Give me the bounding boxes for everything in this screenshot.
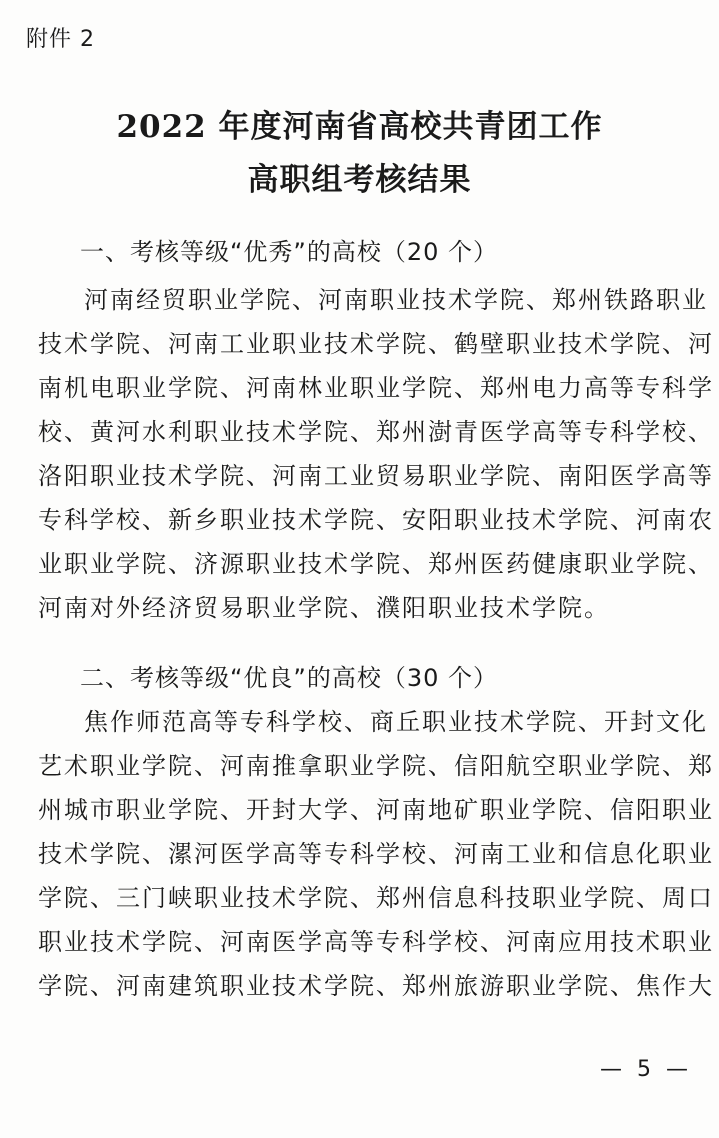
attachment-label: 附件 2 <box>26 27 95 52</box>
section-heading-good: 二、考核等级“优良”的高校（30 个） <box>80 664 499 692</box>
paragraph-line: 艺术职业学院、河南推拿职业学院、信阳航空职业学院、郑 <box>38 752 714 780</box>
paragraph-line: 洛阳职业技术学院、河南工业贸易职业学院、南阳医学高等 <box>38 462 714 490</box>
paragraph-line: 业职业学院、济源职业技术学院、郑州医药健康职业学院、 <box>38 550 714 578</box>
page-number: — 5 — <box>600 1057 692 1082</box>
paragraph-line: 南机电职业学院、河南林业职业学院、郑州电力高等专科学 <box>38 374 714 402</box>
paragraph-line: 职业技术学院、河南医学高等专科学校、河南应用技术职业 <box>38 928 714 956</box>
section-heading-excellent: 一、考核等级“优秀”的高校（20 个） <box>80 238 499 266</box>
paragraph-line: 学院、三门峡职业技术学院、郑州信息科技职业学院、周口 <box>38 884 714 912</box>
document-title-line-2: 高职组考核结果 <box>247 162 472 198</box>
paragraph-line: 焦作师范高等专科学校、商丘职业技术学院、开封文化 <box>84 708 708 736</box>
paragraph-line: 州城市职业学院、开封大学、河南地矿职业学院、信阳职业 <box>38 796 714 824</box>
paragraph-line: 河南经贸职业学院、河南职业技术学院、郑州铁路职业 <box>84 286 708 314</box>
paragraph-line: 技术学院、漯河医学高等专科学校、河南工业和信息化职业 <box>38 840 714 868</box>
paragraph-line: 河南对外经济贸易职业学院、濮阳职业技术学院。 <box>38 594 610 622</box>
paragraph-line: 学院、河南建筑职业技术学院、郑州旅游职业学院、焦作大 <box>38 972 714 1000</box>
paragraph-line: 校、黄河水利职业技术学院、郑州澍青医学高等专科学校、 <box>38 418 714 446</box>
paragraph-line: 专科学校、新乡职业技术学院、安阳职业技术学院、河南农 <box>38 506 714 534</box>
paragraph-line: 技术学院、河南工业职业技术学院、鹤壁职业技术学院、河 <box>38 330 714 358</box>
document-title-line-1: 2022 年度河南省高校共青团工作 <box>116 109 603 145</box>
